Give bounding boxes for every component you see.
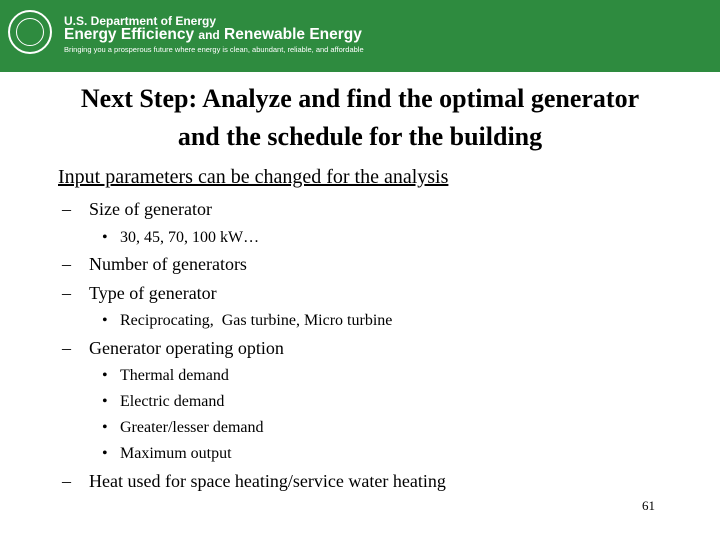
page-number: 61 [642, 498, 655, 513]
slide-heading: Input parameters can be changed for the analysis [58, 166, 449, 188]
doe-seal-icon [8, 10, 52, 54]
list-item: Heat used for space heating/service water heating [89, 471, 446, 491]
list-item: Maximum output [120, 445, 232, 462]
list-item: Number of generators [89, 254, 247, 274]
list-item: 30, 45, 70, 100 kW… [120, 229, 260, 246]
header-title [64, 26, 362, 44]
dash-bullet: – [62, 471, 71, 491]
dot-bullet: • [102, 229, 108, 246]
header-title-rest: Renewable Energy [224, 26, 362, 43]
slide-title [0, 80, 720, 156]
dash-bullet: – [62, 338, 71, 358]
list-item: Thermal demand [120, 367, 229, 384]
header-banner [0, 0, 720, 72]
list-item: Size of generator [89, 199, 212, 219]
dash-bullet: – [62, 199, 71, 219]
dash-bullet: – [62, 283, 71, 303]
dot-bullet: • [102, 312, 108, 329]
dot-bullet: • [102, 419, 108, 436]
list-item: Electric demand [120, 393, 225, 410]
slide-title-line-2: and the schedule for the building [177, 122, 543, 151]
dash-bullet: – [62, 254, 71, 274]
dot-bullet: • [102, 393, 108, 410]
list-item: Generator operating option [89, 338, 284, 358]
list-item: Reciprocating, Gas turbine, Micro turbine [120, 312, 393, 329]
slide-title-line-1: Next Step: Analyze and find the optimal generator [80, 84, 640, 113]
header-tagline: Bringing you a prosperous future where energy is clean, abundant, reliable, and affordable [64, 45, 364, 54]
list-item: Greater/lesser demand [120, 419, 264, 436]
header-org: U.S. Department of Energy [64, 14, 217, 28]
header-title-main: Energy Efficiency [64, 26, 195, 43]
header-title-and: and [198, 28, 220, 42]
list-item: Type of generator [89, 283, 217, 303]
dot-bullet: • [102, 445, 108, 462]
dot-bullet: • [102, 367, 108, 384]
